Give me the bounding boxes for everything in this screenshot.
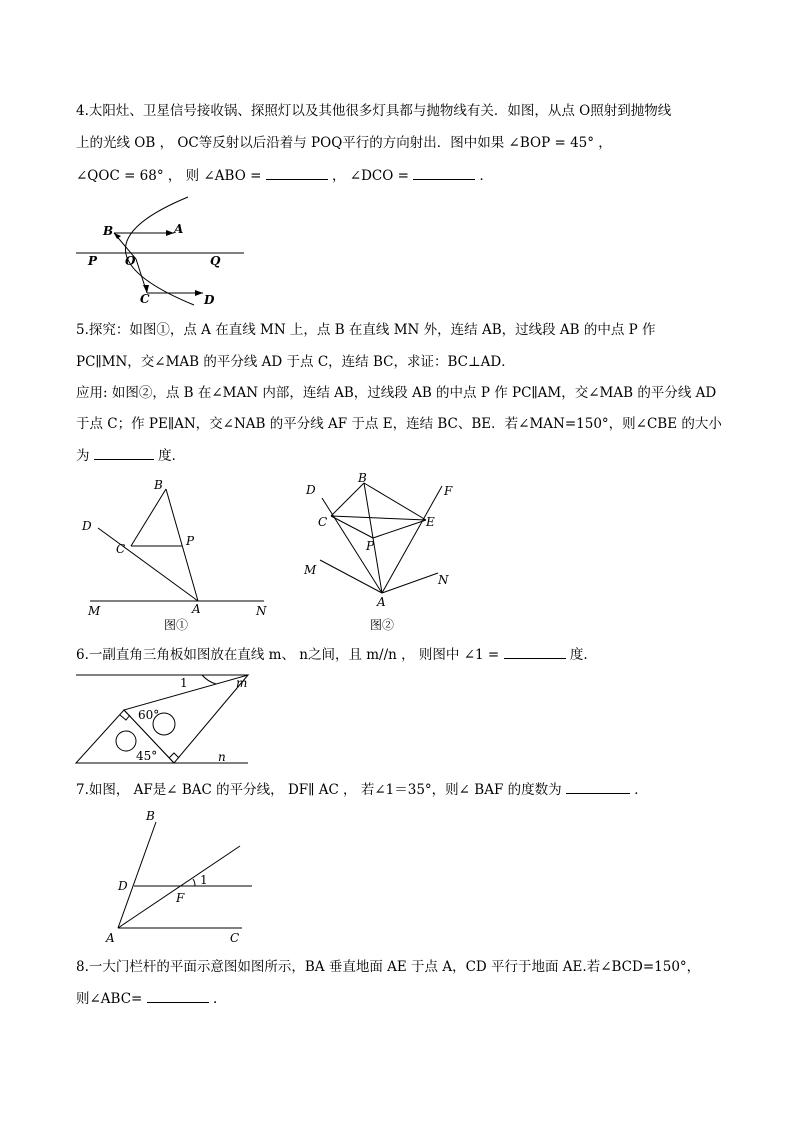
fig1-label-c: C xyxy=(116,542,126,556)
q5-text-line1: 5.探究：如图①，点 A 在直线 MN 上，点 B 在直线 MN 外，连结 AB，过线段 AB 的中点 P 作 xyxy=(76,322,656,338)
q6-text-line1a: 6.一副直角三角板如图放在直线 m、 n之间，且 m//n ， 则图中 ∠1 = xyxy=(76,647,500,663)
q4-text-line3b: ， ∠DCO = xyxy=(331,168,409,184)
parabola-curve xyxy=(125,197,194,305)
fig1-label-d: D xyxy=(82,519,92,533)
q7-label-a: A xyxy=(106,931,115,945)
q8-answer-blank[interactable] xyxy=(147,988,209,1003)
triangle-45 xyxy=(76,710,174,763)
ray-af xyxy=(382,486,442,593)
segment-bc xyxy=(131,489,166,546)
q5-figure-1 xyxy=(76,473,276,638)
q4-label-b: B xyxy=(103,224,114,238)
fig1-label-p: P xyxy=(186,534,195,548)
q8-text-line1: 8.一大门栏杆的平面示意图如图所示，BA 垂直地面 AE 于点 A，CD 平行于地面 AE.若∠BCD=150°， xyxy=(76,959,701,975)
q5-text-line2: PC∥MN，交∠MAB 的平分线 AD 于点 C，连结 BC，求证：BC⊥AD． xyxy=(76,354,515,370)
fig1-label-b: B xyxy=(154,478,163,492)
fig1-label-n: N xyxy=(256,604,267,618)
q4-text-line3a: ∠QOC = 68° ， 则 ∠ABO = xyxy=(76,168,262,184)
q4-text-line3 xyxy=(76,165,493,186)
q6-text-line1b: 度. xyxy=(569,647,588,663)
q5-text-line4: 于点 C；作 PE∥AN，交∠NAB 的平分线 AF 于点 E，连结 BC、BE．若∠MAN=150°，则∠CBE 的大小 xyxy=(76,416,722,432)
q7-label-c: C xyxy=(230,931,240,945)
q8-text-line2b: . xyxy=(212,991,218,1007)
fig2-label-a: A xyxy=(377,595,386,609)
q5-text-line5a: 为 xyxy=(76,448,90,464)
fig2-label-b: B xyxy=(358,471,367,485)
q7-answer-blank[interactable] xyxy=(566,779,630,794)
fig2-caption: 图② xyxy=(370,618,395,632)
q7-text-line1 xyxy=(76,779,648,800)
fig2-label-d: D xyxy=(306,483,316,497)
right-angle-mark-1 xyxy=(120,715,130,720)
segment-bc xyxy=(331,483,364,516)
q6-triangles-figure xyxy=(76,672,256,767)
fig1-caption: 图① xyxy=(164,618,189,632)
q4-label-d: D xyxy=(204,293,215,307)
q4-parabola-figure xyxy=(70,195,260,310)
q7-label-1: 1 xyxy=(200,873,208,887)
q4-label-c: C xyxy=(140,292,150,306)
fig1-label-a: A xyxy=(192,602,201,616)
q4-label-o: O xyxy=(125,254,136,268)
q7-text-line1b: ． xyxy=(634,782,648,798)
segment-pc xyxy=(331,516,373,538)
q4-text-line3c: ． xyxy=(479,168,493,184)
ray-ab xyxy=(118,822,156,928)
q5-answer-blank[interactable] xyxy=(94,445,154,460)
ray-an xyxy=(382,573,438,593)
q7-label-f: F xyxy=(176,891,185,905)
q4-label-a: A xyxy=(174,222,184,236)
q8-text-line2 xyxy=(76,988,217,1009)
q5-text-line5b: 度． xyxy=(158,448,186,464)
segment-ce xyxy=(331,516,426,520)
q7-figure xyxy=(100,806,260,951)
segment-be xyxy=(364,483,426,520)
q7-label-b: B xyxy=(146,809,155,823)
q6-label-m: m xyxy=(236,676,248,690)
fig2-label-m: M xyxy=(304,563,317,577)
q4-answer-blank-abo[interactable] xyxy=(266,165,328,180)
q6-label-60: 60° xyxy=(138,708,160,722)
fig2-label-c: C xyxy=(318,515,328,529)
right-angle-mark-2 xyxy=(169,753,179,758)
angle-1-arc xyxy=(193,879,195,886)
q4-label-p: P xyxy=(88,254,98,268)
fig2-label-e: E xyxy=(426,515,435,529)
q7-text-line1a: 7.如图， AF是∠ BAC 的平分线， DF∥ AC ， 若∠1＝35°，则∠ BAF 的度数为 xyxy=(76,782,562,798)
q4-text-line1: 4.太阳灶、卫星信号接收锅、探照灯以及其他很多灯具都与抛物线有关．如图，从点 O照射到抛物线 xyxy=(76,103,672,119)
q4-label-q: Q xyxy=(210,254,221,268)
ray-af xyxy=(118,846,240,928)
ray-ad xyxy=(98,528,198,601)
q6-label-n: n xyxy=(218,750,226,764)
q6-text-line1 xyxy=(76,644,588,665)
q6-label-45: 45° xyxy=(136,749,158,763)
q6-answer-blank[interactable] xyxy=(504,644,566,659)
fig2-label-n: N xyxy=(438,573,449,587)
q5-figure-2 xyxy=(300,468,470,638)
q6-label-1: 1 xyxy=(180,676,188,690)
arrow-ba xyxy=(166,230,174,236)
ray-am xyxy=(320,560,382,593)
q4-text-line2: 上的光线 OB ， OC等反射以后沿着与 POQ平行的方向射出．图中如果 ∠BOP = 45° ， xyxy=(76,135,612,151)
arrow-ob xyxy=(114,233,121,239)
fig1-label-m: M xyxy=(88,604,101,618)
q5-text-line5 xyxy=(76,445,185,466)
q7-label-d: D xyxy=(118,879,128,893)
arrow-cd xyxy=(195,290,203,296)
q4-answer-blank-dco[interactable] xyxy=(413,165,475,180)
fig2-label-p: P xyxy=(366,539,375,553)
fig2-label-f: F xyxy=(444,484,453,498)
q8-text-line2a: 则∠ABC= xyxy=(76,991,143,1007)
angle-1-arc xyxy=(202,675,216,684)
q5-text-line3: 应用: 如图②，点 B 在∠MAN 内部，连结 AB，过线段 AB 的中点 P 作 PC∥AM，交∠MAB 的平分线 AD xyxy=(76,385,717,401)
hole-45 xyxy=(116,731,136,751)
